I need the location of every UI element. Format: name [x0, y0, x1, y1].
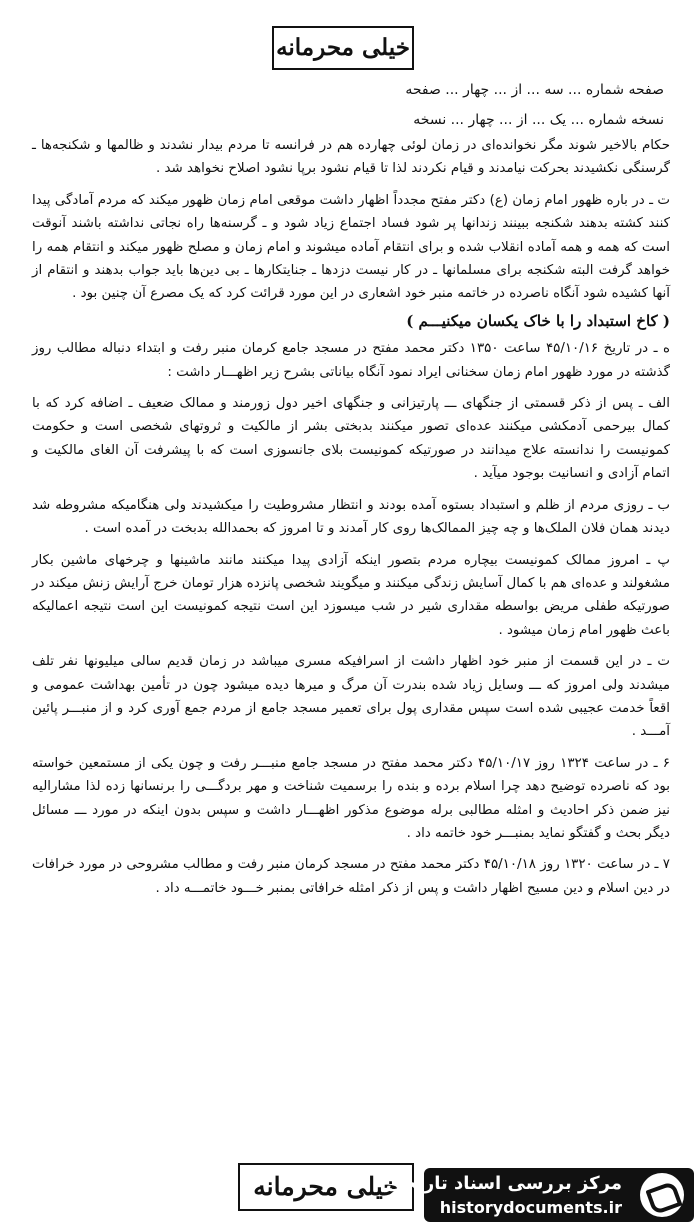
paragraph-alef: الف ـ پس از ذکر قسمتی از جنگهای ـــ پارتیزانی و جنگهای اخیر دول زورمند و ممالک ضعیف ـ اضافه کرد که با کمال بیرحمی آدمکشی میکنند عده‌ای تصور میکنند بدبختی بشر از مالکیت و ثروتهای شخصی است و حکومت کمونیست را ندانسته علاج میدانند در صورتیکه کمونیست بلای جانسوزی است که با پیشرفت آن الغای مالکیت و اتمام آزادی و انسانیت بوجود میآید . [32, 396, 670, 482]
paragraph-seven: ۷ ـ در ساعت ۱۳۲۰ روز ۴۵/۱۰/۱۸ دکتر محمد مفتح در مسجد کرمان منبر رفت و مطالب مشروحی در مورد خرافات در دین اسلام و دین مسیح اظهار داشت و پس از ذکر امثله خرافاتی بمنبر خـــود خاتمـــه داد . [32, 857, 670, 896]
paragraph-intro: حکام بالاخیر شوند مگر نخوانده‌ای در زمان لوئی چهارده هم در فرانسه تا مردم بیدار نشدند و ظالمها و شکنجه‌ها ـ گرسنگی نکشیدند بحرکت نیامدند و قیام نکردند لذا تا قیام نشود برپا نشود اصلاح نخواهد شد . [32, 138, 670, 177]
paragraph-pe: پ ـ امروز ممالک کمونیست بیچاره مردم بتصور اینکه آزادی پیدا میکنند مانند ماشینها و چرخهای ماشین بکار مشغولند و عده‌ای هم با کمال آسایش زندگی میکنند و میگویند شخصی پانزده هزار تومان خرج آرایش زنش میکند در صورتیکه طفلی مریض بواسطه مقداری شیر در شب میسوزد این است نتیجه کمونیست این است نتیجه اعمالیکه باعث ظهور امام زمان میشود . [32, 552, 670, 638]
report-body [32, 134, 670, 908]
page-number-line: صفحه شماره ... سه ... از ... چهار ... صفحه [405, 82, 664, 98]
archive-logo-icon [640, 1173, 684, 1217]
logo-url: historydocuments.ir [439, 1198, 622, 1217]
copy-number-line: نسخه شماره ... یک ... از ... چهار ... نسخه [413, 112, 664, 128]
logo-title: مرکز بررسی اسناد تاریخی [385, 1173, 622, 1194]
paragraph-te: ت ـ در این قسمت از منبر خود اظهار داشت از اسرافیکه مسری میباشد در زمان قدیم سالی میلیونها نفر تلف میشدند ولی امروز که ـــ وسایل زیاد شده بندرت آن مرگ و میرها دیده میشود چون در تأمین بهداشت عمومی و اقعاً خدمت عجیبی شده است سپس مقداری پول برای تعمیر مسجد جامع از مردم جمع آوری کرد و از منبـــر پائین آمـــد . [32, 654, 670, 740]
classification-stamp-top: خیلی محرمانه [272, 26, 414, 70]
archive-watermark-logo [385, 1168, 694, 1222]
paragraph-be: ب ـ روزی مردم از ظلم و استبداد بستوه آمده بودند و انتظار مشروطیت را میکشیدند ولی هنگامیکه مشروطه شد دیدند همان فلان الملک‌ها و چه چیز الممالک‌ها روی کار آمدند و تا امروز که بحمدالله بدبخت در آمده است . [32, 497, 670, 537]
paragraph-six: ۶ ـ در ساعت ۱۳۲۴ روز ۴۵/۱۰/۱۷ دکتر محمد مفتح در مسجد جامع منبـــر رفت و چون یکی از مستمعین خواسته بود که ناصرده توضیح دهد چرا اسلام برده و بنده را برسمیت شناخت و مهر بردگـــی را برنسانها زده لذا مشارالیه نیز ضمن ذکر احادیث و امثله مطالبی برله موضوع مذکور اظهـــار داشت و سپس بدون اینکه در مورد ـــ مسائل دیگر بحث و گفتگو نماید بمنبـــر خود خاتمه داد . [32, 755, 670, 841]
paragraph-imam-zaman: ت ـ در باره ظهور امام زمان (ع) دکتر مفتح مجدداً اظهار داشت موقعی امام زمان ظهور میکند که مردم آمادگی پیدا کنند کشته بدهند شکنجه ببینند زندانها پر شود فساد اجتماع زیاد شود و ـ گرسنه‌ها راه نجاتی نداشته باشند آنوقت است که همه و همه آماده انقلاب شده و برای انتقام آماده میشوند و امام زمان و مصلح ظهور میکند و انتقام همه را خواهد گرفت البته شکنجه برای مسلمانها ـ در کار نیست دزدها ـ جنایتکارها ـ بی دین‌ها باید جواب بدهند و انتقام از آنها کشیده شود آنگاه ناصرده در خاتمه منبر خود اشعاری در این مورد قرائت کرد که یک مصرع آن چنین بود . [32, 192, 670, 302]
quoted-verse: ( کاخ استبداد را با خاک یکسان میکنیـــم ) [406, 311, 670, 330]
classification-stamp-bottom: خیلی محرمانه [238, 1163, 414, 1211]
paragraph-section-e: ه ـ در تاریخ ۴۵/۱۰/۱۶ ساعت ۱۳۵۰ دکتر محمد مفتح در مسجد جامع کرمان منبر رفت و ابتداء دنباله مطالب روز گذشته در مورد ظهور امام زمان سخنانی ایراد نمود آنگاه بیاناتی بشرح زیر اظهـــار داشت : [32, 341, 671, 380]
